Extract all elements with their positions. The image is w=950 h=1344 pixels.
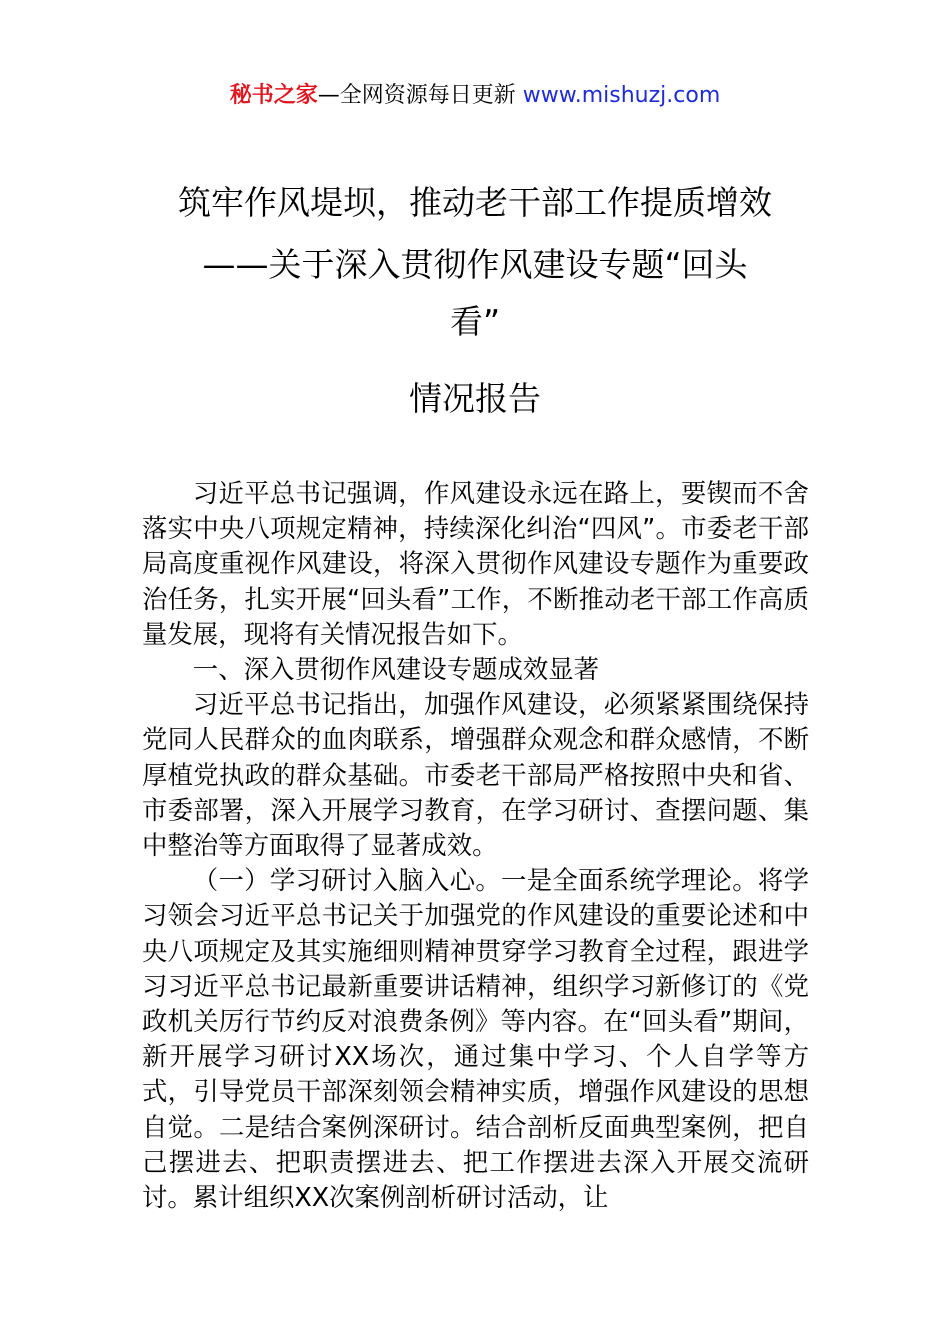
body-paragraph-subsection-1: （一）学习研讨入脑入心。一是全面系统学理论。将学习领会习近平总书记关于加强党的作风建设的重要论述和中央八项规定及其实施细则精神贯穿学习教育全过程，跟进学习习近平总书记最新重要讲话精神，组织学习新修订的《党政机关厉行节约反对浪费条例》等内容。在“回头看”期间，新开展学习研讨XX场次，通过集中学习、个人自学等方式，引导党员干部深刻领会精神实质，增强作风建设的思想自觉。二是结合案例深研讨。结合剖析反面典型案例，把自己摆进去、把职责摆进去、把工作摆进去深入开展交流研讨。累计组织XX次案例剖析研讨活动，让: [142, 865, 809, 1213]
body-paragraph-section-1: 习近平总书记指出，加强作风建设，必须紧紧围绕保持党同人民群众的血肉联系，增强群众观念和群众感情，不断厚植党执政的群众基础。市委老干部局严格按照中央和省、市委部署，深入开展学习教育，在学习研讨、查摆问题、集中整治等方面取得了显著成效。: [142, 689, 809, 861]
site-header: [0, 80, 950, 112]
section-heading-1: 一、深入贯彻作风建设专题成效显著: [192, 654, 600, 685]
header-url-link[interactable]: www.mishuzj.com: [522, 83, 721, 108]
header-brand: 秘书之家: [229, 83, 318, 108]
body-paragraph-intro: 习近平总书记强调，作风建设永远在路上，要锲而不舍落实中央八项规定精神，持续深化纠治“四风”。市委老干部局高度重视作风建设，将深入贯彻作风建设专题作为重要政治任务，扎实开展“回头看”工作，不断推动老干部工作高质量发展，现将有关情况报告如下。: [142, 478, 809, 649]
title-line-3: 看”: [449, 302, 501, 341]
title-line-1: 筑牢作风堤坝，推动老干部工作提质增效: [178, 183, 772, 222]
title-line-4: 情况报告: [409, 379, 541, 418]
document-title: [140, 172, 810, 430]
document-body: [142, 476, 809, 1215]
header-tagline: —全网资源每日更新: [317, 83, 523, 108]
title-line-2: ——关于深入贯彻作风建设专题“回头: [202, 245, 748, 284]
